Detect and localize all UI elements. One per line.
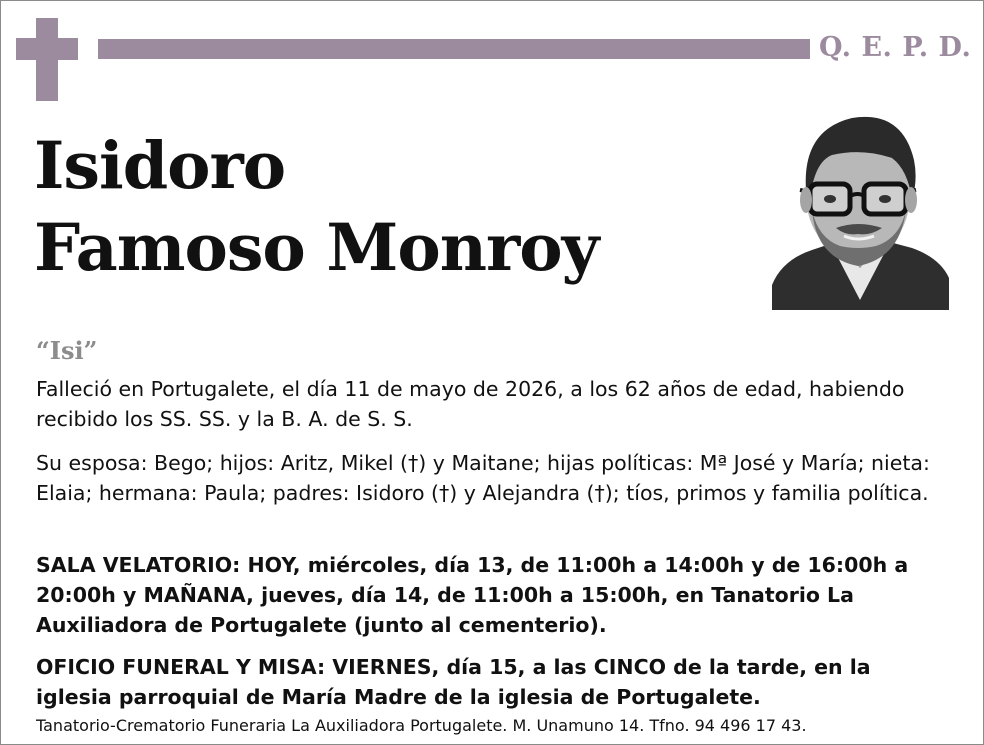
deceased-first-name: Isidoro [34, 128, 286, 204]
family-text: Su esposa: Bego; hijos: Aritz, Mikel (†) y Maitane; hijas políticas: Mª José y María; nieta: Elaia; hermana: Paula; padres: Isidoro (†) y Alejandra (†); tíos, primos y familia política. [36, 451, 930, 505]
funeral-details-text: OFICIO FUNERAL Y MISA: VIERNES, día 15, a las CINCO de la tarde, en la iglesia parroquial de María Madre de la iglesia de Portugalete. [36, 655, 871, 709]
portrait-photo [772, 100, 949, 310]
deceased-surnames: Famoso Monroy [34, 210, 599, 286]
funeral-home-footer: Tanatorio-Crematorio Funeraria La Auxiliadora Portugalete. M. Unamuno 14. Tfno. 94 496 17 43. [36, 716, 807, 735]
deceased-nickname: “Isi” [36, 336, 98, 365]
wake-details-text: SALA VELATORIO: HOY, miércoles, día 13, de 11:00h a 14:00h y de 16:00h a 20:00h y MAÑANA, jueves, día 14, de 11:00h a 15:00h, en Tanatorio La Auxiliadora de Portugalete (junto al cementerio). [36, 553, 909, 637]
death-notice-text: Falleció en Portugalete, el día 11 de mayo de 2026, a los 62 años de edad, habiendo recibido los SS. SS. y la B. A. de S. S. [36, 377, 905, 431]
header-rule [98, 39, 810, 59]
cross-horizontal-bar [16, 38, 78, 60]
qepd-heading: Q. E. P. D. [819, 32, 972, 63]
